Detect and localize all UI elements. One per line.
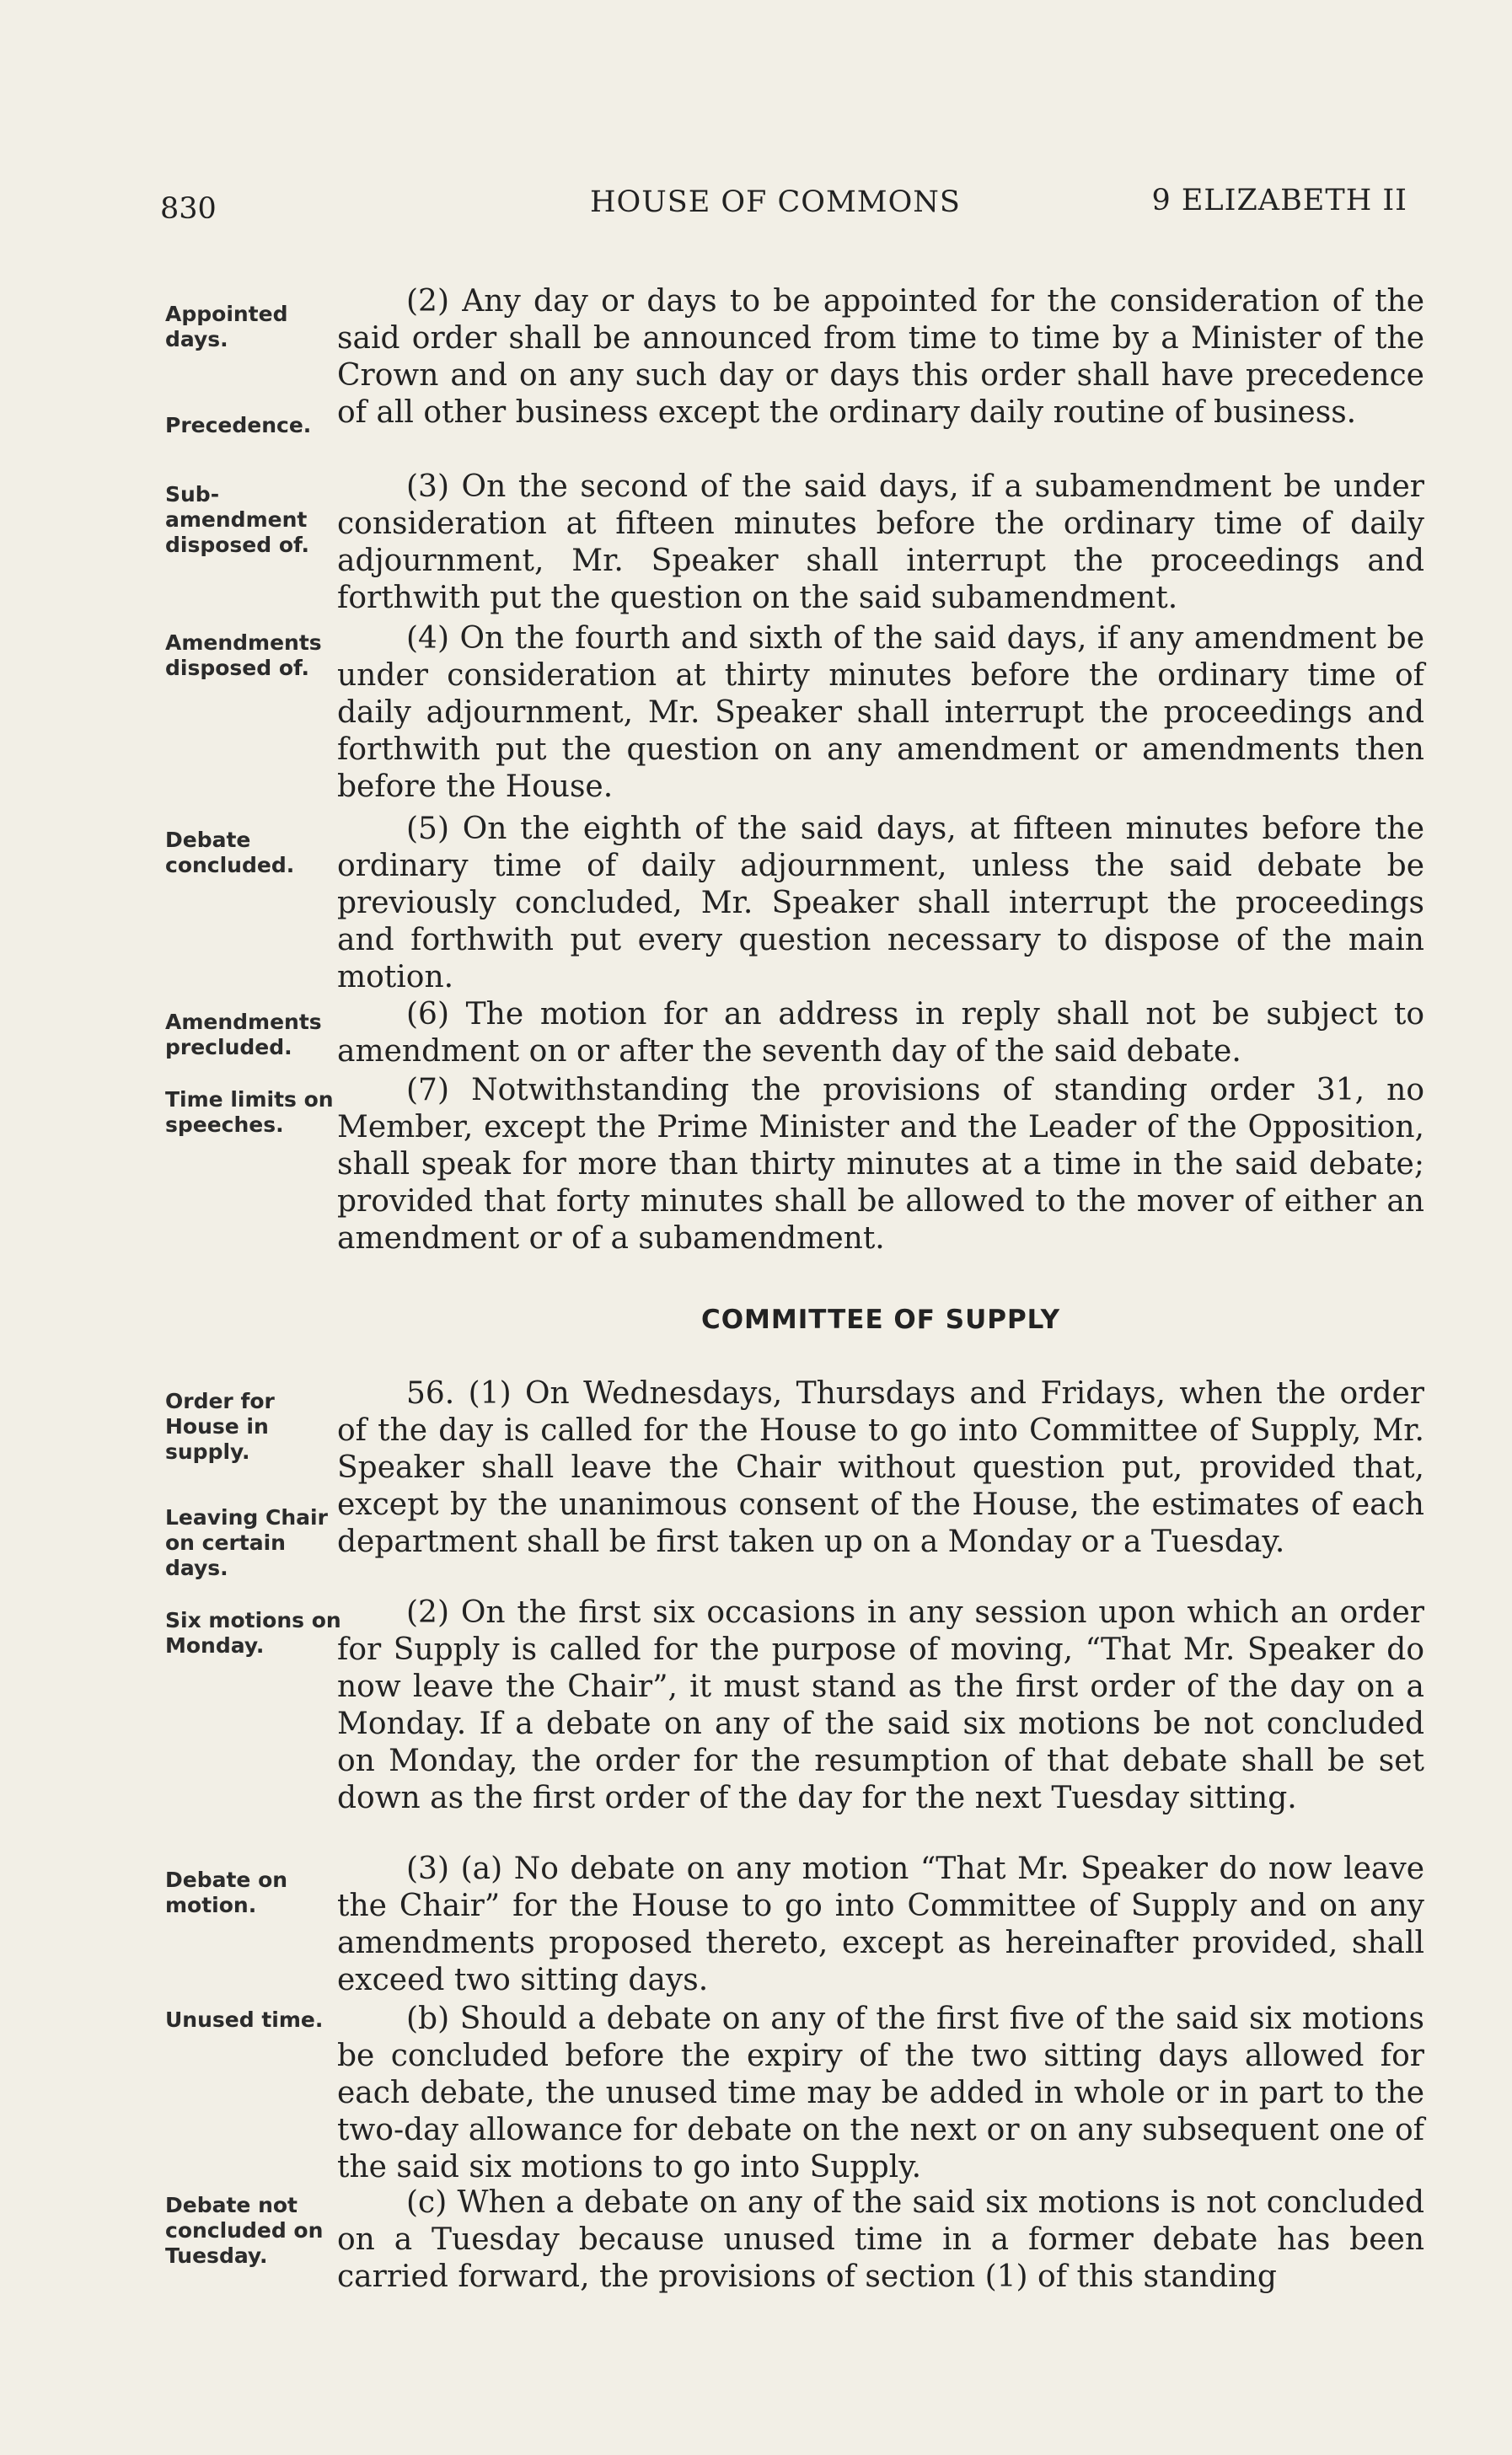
- paragraph: (c) When a debate on any of the said six motions is not concluded on a Tuesday because unused time in a former debate has been carried forward, the provisions of section (1) of this standing: [337, 2185, 1424, 2294]
- page-number: 830: [160, 192, 217, 226]
- section-heading: COMMITTEE OF SUPPLY: [700, 1305, 1061, 1335]
- margin-note-amendments-disposed: Amendments disposed of.: [165, 630, 322, 680]
- margin-note-leaving-chair: Leaving Chair on certain days.: [165, 1505, 328, 1580]
- running-header: [160, 184, 1407, 234]
- margin-note-amendments-precluded: Amendments precluded.: [165, 1010, 322, 1059]
- margin-note-appointed-days: Appointed days.: [165, 302, 288, 351]
- paragraph: 56. (1) On Wednesdays, Thursdays and Fridays, when the order of the day is called for the House to go into Committee of Supply, Mr. Speaker shall leave the Chair without question put, provided that, except by the unanimous consent of the House, the estimates of each department shall be first taken up on a Monday or a Tuesday.: [337, 1376, 1424, 1559]
- paragraph: (6) The motion for an address in reply shall not be subject to amendment on or after the seventh day of the said debate.: [337, 997, 1424, 1069]
- margin-note-time-limits: Time limits on speeches.: [165, 1087, 334, 1137]
- regnal-year: 9 ELIZABETH II: [1151, 184, 1407, 217]
- paragraph: (3) On the second of the said days, if a subamendment be under consideration at fifteen minutes before the ordinary time of daily adjournment, Mr. Speaker shall interrupt the proceedings and forthwith put the question on the said subamendment.: [337, 469, 1424, 615]
- paragraph: (7) Notwithstanding the provisions of standing order 31, no Member, except the Prime Minister and the Leader of the Opposition, shall speak for more than thirty minutes at a time in the said debate; provided that forty minutes shall be allowed to the mover of either an amendment or of a subamendment.: [337, 1073, 1424, 1256]
- paragraph: (5) On the eighth of the said days, at fifteen minutes before the ordinary time of daily adjournment, unless the said debate be previously concluded, Mr. Speaker shall interrupt the proceedings and forthwith put every question necessary to dispose of the main motion.: [337, 812, 1424, 994]
- margin-note-unused-time: Unused time.: [165, 2007, 324, 2032]
- margin-note-precedence: Precedence.: [165, 413, 312, 437]
- running-title: HOUSE OF COMMONS: [590, 185, 961, 219]
- margin-note-order-for-house: Order for House in supply.: [165, 1389, 275, 1464]
- paragraph: (2) On the first six occasions in any session upon which an order for Supply is called for the purpose of moving, “That Mr. Speaker do now leave the Chair”, it must stand as the first order of the day on a Monday. If a debate on any of the said six motions be not concluded on Monday, the order for the resumption of that debate shall be set down as the first order of the day for the next Tuesday sitting.: [337, 1595, 1424, 1815]
- paragraph: (2) Any day or days to be appointed for the consideration of the said order shall be announced from time to time by a Minister of the Crown and on any such day or days this order shall have precedence of all other business except the ordinary daily routine of business.: [337, 284, 1424, 430]
- margin-note-debate-concluded: Debate concluded.: [165, 828, 295, 877]
- margin-note-six-motions: Six motions on Monday.: [165, 1608, 341, 1658]
- paragraph: (3) (a) No debate on any motion “That Mr. Speaker do now leave the Chair” for the House to go into Committee of Supply and on any amendments proposed thereto, except as hereinafter provided, shall exceed two sitting days.: [337, 1852, 1424, 1997]
- margin-note-debate-not-concluded: Debate not concluded on Tuesday.: [165, 2193, 324, 2268]
- paragraph: (b) Should a debate on any of the first five of the said six motions be concluded before the expiry of the two sitting days allowed for each debate, the unused time may be added in whole or in part to the two-day allowance for debate on the next or on any subsequent one of the said six motions to go into Supply.: [337, 2002, 1424, 2184]
- margin-note-debate-on-motion: Debate on motion.: [165, 1868, 288, 1917]
- margin-note-subamendment: Sub-amendment disposed of.: [165, 482, 310, 557]
- paragraph: (4) On the fourth and sixth of the said days, if any amendment be under consideration at thirty minutes before the ordinary time of daily adjournment, Mr. Speaker shall interrupt the proceedings and forthwith put the question on any amendment or amendments then before the House.: [337, 621, 1424, 804]
